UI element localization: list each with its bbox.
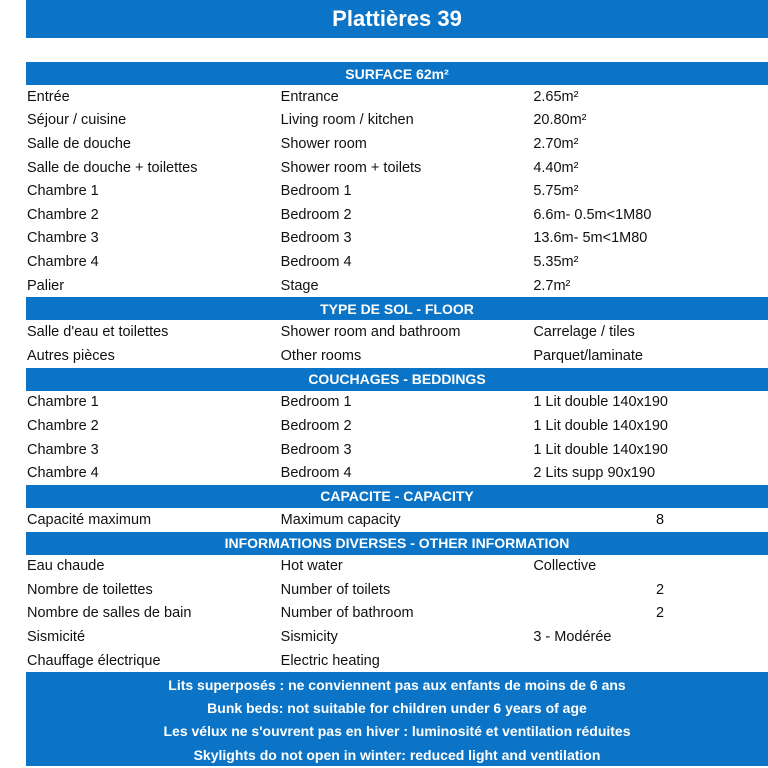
label-fr: Chambre 3 xyxy=(27,441,99,458)
label-fr: Entrée xyxy=(27,88,70,105)
label-en: Number of bathroom xyxy=(280,605,414,622)
info-sheet xyxy=(26,0,768,766)
table-row xyxy=(26,344,768,368)
value: 2.70m² xyxy=(533,135,579,152)
label-fr: Chambre 1 xyxy=(27,394,99,411)
label-en: Shower room xyxy=(280,135,367,152)
spacer xyxy=(26,38,768,62)
table-row xyxy=(26,156,768,180)
label-en: Bedroom 1 xyxy=(280,183,352,200)
note-skylights-en: Skylights do not open in winter: reduced light and ventilation xyxy=(193,746,601,763)
value: 13.6m- 5m<1M80 xyxy=(533,230,648,247)
page-title: Plattières 39 xyxy=(26,0,768,38)
value: 1 Lit double 140x190 xyxy=(533,394,668,411)
label-en: Bedroom 4 xyxy=(280,253,352,270)
table-row xyxy=(26,555,768,579)
footer-notes xyxy=(26,672,768,766)
value: 5.35m² xyxy=(533,253,579,270)
value: Collective xyxy=(533,558,597,575)
label-en: Other rooms xyxy=(280,347,362,364)
label-en: Bedroom 1 xyxy=(280,394,352,411)
section-header-capacity: CAPACITE - CAPACITY xyxy=(26,485,768,508)
label-en: Sismicity xyxy=(280,629,338,646)
note-skylights-fr: Les vélux ne s'ouvrent pas en hiver : luminosité et ventilation réduites xyxy=(163,723,631,740)
label-fr: Séjour / cuisine xyxy=(27,112,127,129)
label-en: Electric heating xyxy=(280,652,380,669)
label-en: Entrance xyxy=(280,88,339,105)
label-en: Maximum capacity xyxy=(280,511,401,528)
table-row xyxy=(26,414,768,438)
label-en: Bedroom 2 xyxy=(280,206,352,223)
table-row xyxy=(26,179,768,203)
label-en: Living room / kitchen xyxy=(280,112,414,129)
label-en: Hot water xyxy=(280,558,343,575)
value: 5.75m² xyxy=(533,183,579,200)
label-fr: Chambre 2 xyxy=(27,417,99,434)
table-row xyxy=(26,649,768,673)
value: 8 xyxy=(655,511,665,528)
value: 1 Lit double 140x190 xyxy=(533,441,668,458)
value: 2 xyxy=(655,581,665,598)
value: 2.7m² xyxy=(533,277,571,294)
table-row xyxy=(26,320,768,344)
table-row xyxy=(26,461,768,485)
label-fr: Chambre 4 xyxy=(27,465,99,482)
table-row xyxy=(26,203,768,227)
value: 2 xyxy=(655,605,665,622)
label-fr: Salle de douche xyxy=(27,135,131,152)
label-fr: Chambre 2 xyxy=(27,206,99,223)
value: 3 - Modérée xyxy=(533,629,612,646)
section-header-floor: TYPE DE SOL - FLOOR xyxy=(26,297,768,320)
table-row xyxy=(26,391,768,415)
table-row xyxy=(26,85,768,109)
label-fr: Nombre de salles de bain xyxy=(27,605,192,622)
value: 2.65m² xyxy=(533,88,579,105)
label-fr: Palier xyxy=(27,277,65,294)
label-fr: Chambre 3 xyxy=(27,230,99,247)
value: 1 Lit double 140x190 xyxy=(533,417,668,434)
label-fr: Sismicité xyxy=(27,629,86,646)
label-en: Shower room and bathroom xyxy=(280,324,461,341)
table-row xyxy=(26,508,768,532)
label-fr: Chambre 4 xyxy=(27,253,99,270)
table-row xyxy=(26,132,768,156)
section-header-info: INFORMATIONS DIVERSES - OTHER INFORMATION xyxy=(26,532,768,555)
value: Carrelage / tiles xyxy=(533,324,635,341)
note-bunk-beds-fr: Lits superposés : ne conviennent pas aux enfants de moins de 6 ans xyxy=(168,677,626,694)
section-header-beddings: COUCHAGES - BEDDINGS xyxy=(26,368,768,391)
label-en: Bedroom 2 xyxy=(280,417,352,434)
label-en: Number of toilets xyxy=(280,581,391,598)
value: 4.40m² xyxy=(533,159,579,176)
label-en: Stage xyxy=(280,277,319,294)
label-en: Bedroom 3 xyxy=(280,230,352,247)
label-en: Bedroom 3 xyxy=(280,441,352,458)
table-row xyxy=(26,227,768,251)
table-row xyxy=(26,274,768,298)
table-row xyxy=(26,250,768,274)
value: 20.80m² xyxy=(533,112,587,129)
table-row xyxy=(26,602,768,626)
section-header-surface: SURFACE 62m² xyxy=(26,62,768,85)
label-fr: Chambre 1 xyxy=(27,183,99,200)
label-fr: Autres pièces xyxy=(27,347,115,364)
table-row xyxy=(26,578,768,602)
label-fr: Chauffage électrique xyxy=(27,652,161,669)
note-bunk-beds-en: Bunk beds: not suitable for children under 6 years of age xyxy=(207,700,587,717)
label-fr: Capacité maximum xyxy=(27,511,152,528)
table-row xyxy=(26,438,768,462)
label-en: Bedroom 4 xyxy=(280,465,352,482)
label-fr: Nombre de toilettes xyxy=(27,581,153,598)
value: Parquet/laminate xyxy=(533,347,643,364)
label-fr: Eau chaude xyxy=(27,558,105,575)
label-fr: Salle d'eau et toilettes xyxy=(27,324,169,341)
table-row xyxy=(26,109,768,133)
label-fr: Salle de douche + toilettes xyxy=(27,159,198,176)
table-row xyxy=(26,625,768,649)
value: 6.6m- 0.5m<1M80 xyxy=(533,206,652,223)
label-en: Shower room + toilets xyxy=(280,159,422,176)
value: 2 Lits supp 90x190 xyxy=(533,465,656,482)
